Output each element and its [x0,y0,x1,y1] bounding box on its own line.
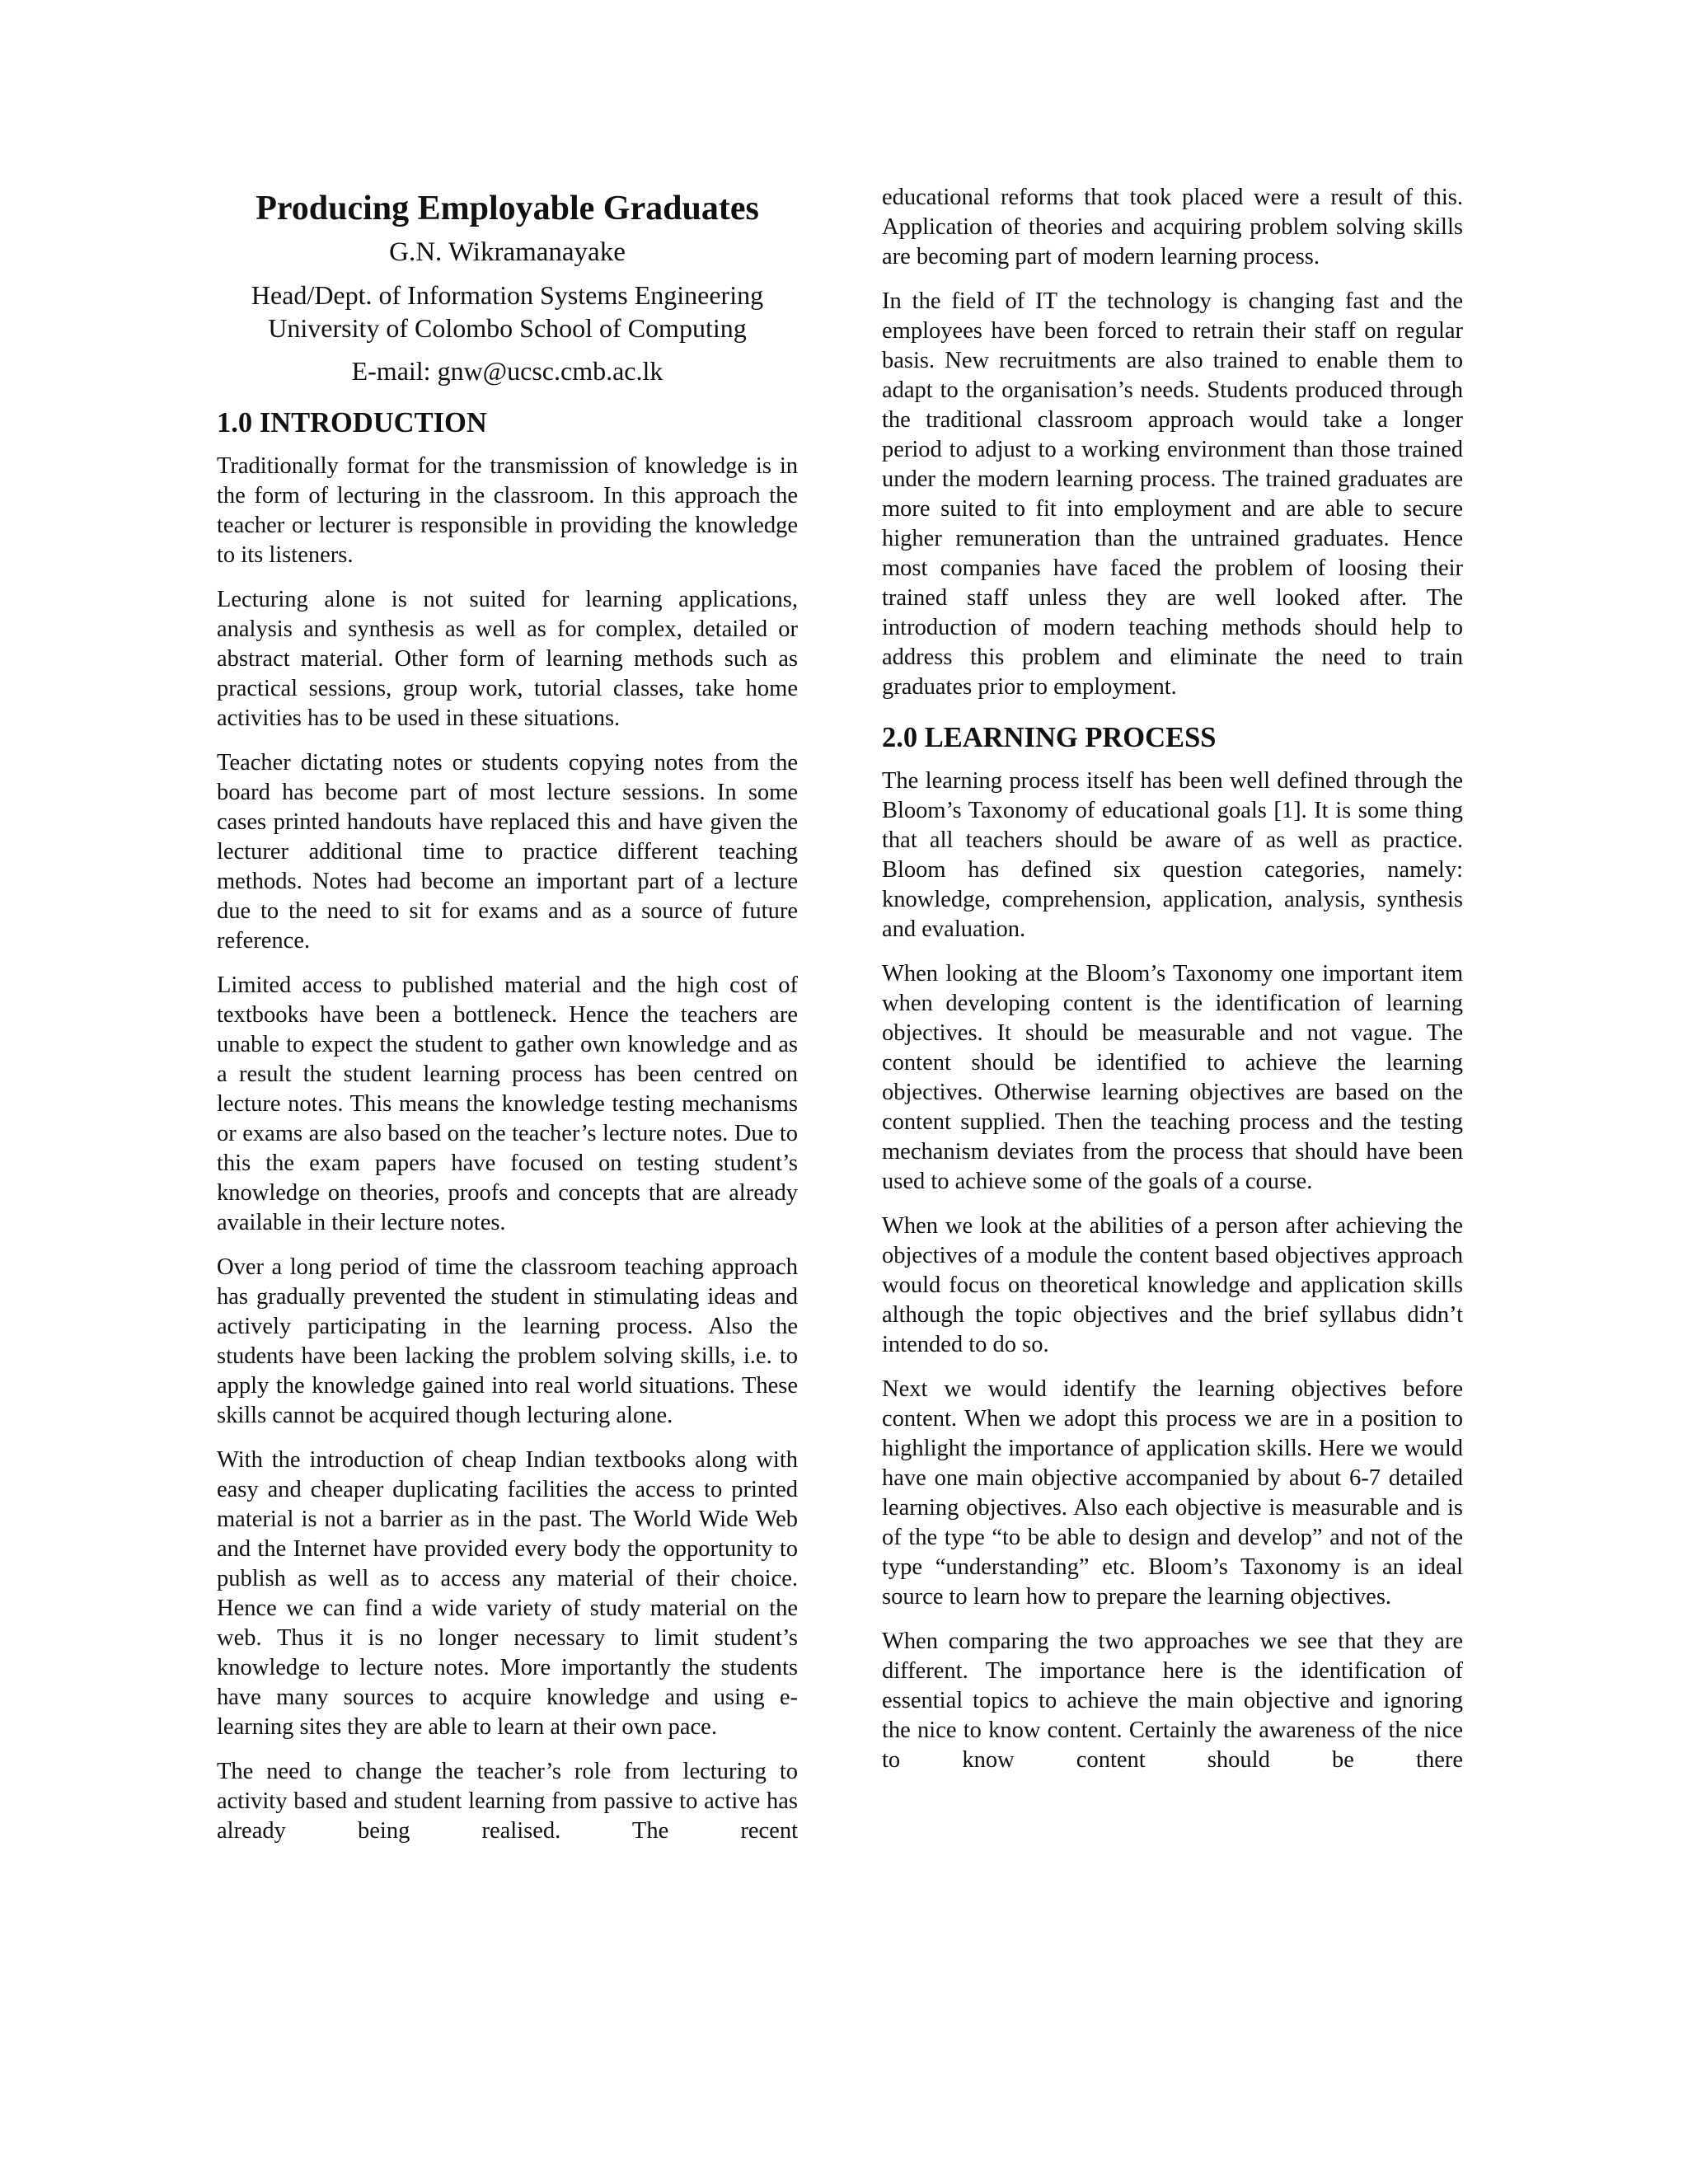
author-email: E-mail: gnw@ucsc.cmb.ac.lk [351,356,663,386]
section-heading-introduction: 1.0 INTRODUCTION [217,407,487,438]
intro-paragraph-continued: The need to change the teacher’s role from lecturing to activity based and student learning from passive to active has already being realised. The recent [217,1759,798,1844]
intro-paragraph: In the field of IT the technology is changing fast and the employees have been forced to retrain their staff on regular basis. New recruitments are also trained to enable them to adapt to the organisation’s needs. Students produced through the traditional classroom approach would take a longer period to adjust to a working environment than those trained under the modern learning process. The trained graduates are more suited to fit into employment and are able to secure higher remuneration than the untrained graduates. Hence most companies have faced the problem of loosing their trained staff unless they are well looked after. The introduction of modern teaching methods should help to address this problem and eliminate the need to train graduates prior to employment. [882,288,1463,700]
intro-paragraph: Traditionally format for the transmission of knowledge is in the form of lecturing in the classroom. In this approach the teacher or lecturer is responsible in providing the knowledge to its listeners. [217,453,798,568]
learning-paragraph: Next we would identify the learning objectives before content. When we adopt this process we are in a position to highlight the importance of application skills. Here we would have one main objective accompanied by about 6-7 detailed learning objectives. Also each objective is measurable and is of the type “to be able to design and develop” and not of the type “understanding” etc. Bloom’s Taxonomy is an ideal source to learn how to prepare the learning objectives. [882,1376,1463,1610]
intro-paragraph: Lecturing alone is not suited for learning applications, analysis and synthesis as well as for complex, detailed or abstract material. Other form of learning methods such as practical sessions, group work, tutorial classes, take home activities has to be used in these situations. [217,587,798,731]
learning-paragraph-continued: When comparing the two approaches we see that they are different. The importance here is the identification of essential topics to achieve the main objective and ignoring the nice to know content. Certainly the awareness of the nice to know content should be there [882,1629,1463,1773]
right-column [882,183,1463,1790]
intro-paragraph-continuation: educational reforms that took placed were a result of this. Application of theories and acquiring problem solving skills are becoming part of modern learning process. [882,185,1463,269]
left-column [217,169,798,1861]
learning-paragraph: When we look at the abilities of a person after achieving the objectives of a module the content based objectives approach would focus on theoretical knowledge and application skills although the topic objectives and the brief syllabus didn’t intended to do so. [882,1213,1463,1357]
author-name: G.N. Wikramanayake [389,237,626,267]
learning-paragraph: When looking at the Bloom’s Taxonomy one important item when developing content is the identification of learning objectives. It should be measurable and not vague. The content should be identified to achieve the learning objectives. Otherwise learning objectives are based on the content supplied. Then the teaching process and the testing mechanism deviates from the process that should have been used to achieve some of the goals of a course. [882,961,1463,1194]
section-heading-learning-process: 2.0 LEARNING PROCESS [882,722,1217,753]
intro-paragraph: Limited access to published material and the high cost of textbooks have been a bottleneck. Hence the teachers are unable to expect the student to gather own knowledge and as a result the student learning process has been centred on lecture notes. This means the knowledge testing mechanisms or exams are also based on the teacher’s lecture notes. Due to this the exam papers have focused on testing student’s knowledge on theories, proofs and concepts that are already available in their lecture notes. [217,972,798,1235]
intro-paragraph: Over a long period of time the classroom teaching approach has gradually prevented the student in stimulating ideas and actively participating in the learning process. Also the students have been lacking the problem solving skills, i.e. to apply the knowledge gained into real world situations. These skills cannot be acquired though lecturing alone. [217,1254,798,1428]
intro-paragraph: Teacher dictating notes or students copying notes from the board has become part of most lecture sessions. In some cases printed handouts have replaced this and have given the lecturer additional time to practice different teaching methods. Notes had become an important part of a lecture due to the need to sit for exams and as a source of future reference. [217,750,798,954]
intro-paragraph: With the introduction of cheap Indian textbooks along with easy and cheaper duplicating facilities the access to printed material is not a barrier as in the past. The World Wide Web and the Internet have provided every body the opportunity to publish as well as to access any material of their choice. Hence we can find a wide variety of study material on the web. Thus it is no longer necessary to limit student’s knowledge to lecture notes. More importantly the students have many sources to acquire knowledge and using e-learning sites they are able to learn at their own pace. [217,1447,798,1740]
learning-paragraph: The learning process itself has been well defined through the Bloom’s Taxonomy of educational goals [1]. It is some thing that all teachers should be aware of as well as practice. Bloom has defined six question categories, namely: knowledge, comprehension, application, analysis, synthesis and evaluation. [882,768,1463,942]
affiliation-department: Head/Dept. of Information Systems Engineering [251,280,764,310]
paper-title: Producing Employable Graduates [256,190,759,227]
author-affiliation [217,279,798,344]
affiliation-university: University of Colombo School of Computing [268,313,747,343]
